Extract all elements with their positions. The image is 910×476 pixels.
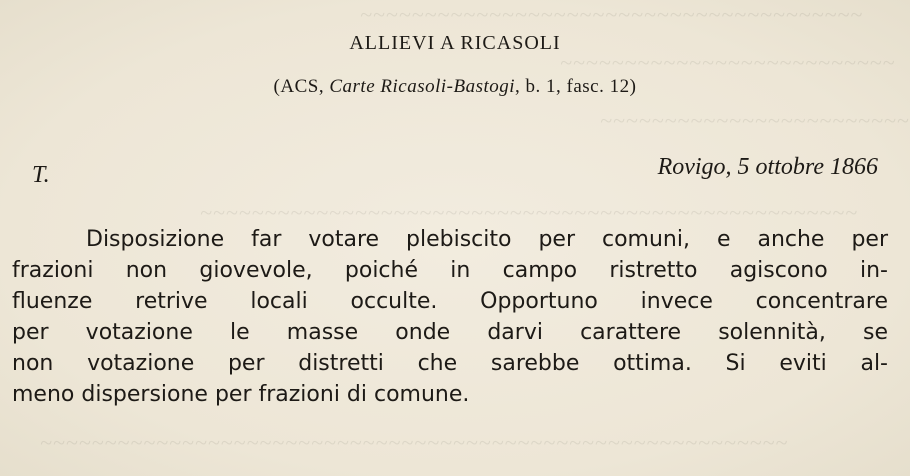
body-line: per votazione le masse onde darvi carattere solennità, se: [12, 320, 888, 345]
bleed-through-texture: ~~~~~~~~~~~~~~~~~~~~~~~~~~~~~~~~~~~~~~~~~~~~~~~~~~~~~~~~~~: [40, 430, 789, 455]
document-heading: ALLIEVI A RICASOLI: [349, 32, 561, 54]
bleed-through-texture: ~~~~~~~~~~~~~~~~~~~~~~~~: [600, 108, 910, 133]
body-line: Disposizione far votare plebiscito per comuni, e anche per: [86, 227, 888, 252]
telegram-body: [12, 224, 888, 410]
body-line: fluenze retrive locali occulte. Opportuno invece concentrare: [12, 289, 888, 314]
bleed-through-texture: ~~~~~~~~~~~~~~~~~~~~~~~~~~: [560, 50, 896, 75]
recipient-initial: T.: [32, 162, 50, 188]
source-collection: Carte Ricasoli-Bastogi: [329, 76, 516, 97]
archival-source: [0, 76, 910, 98]
body-line: meno dispersione per frazioni di comune.: [12, 382, 470, 407]
bleed-through-texture: ~~~~~~~~~~~~~~~~~~~~~~~~~~~~~~~~~~~~~~~~~~~~~~~~~~~: [200, 200, 859, 225]
place-and-date: Rovigo, 5 ottobre 1866: [657, 154, 878, 180]
source-prefix: (ACS,: [273, 76, 330, 97]
bleed-through-texture: ~~~~~~~~~~~~~~~~~~~~~~~~~~~~~~~~~~~~~~~: [360, 2, 864, 27]
source-suffix: , b. 1, fasc. 12): [515, 76, 637, 97]
body-line: frazioni non giovevole, poiché in campo ristretto agiscono in-: [12, 258, 888, 283]
body-line: non votazione per distretti che sarebbe ottima. Si eviti al-: [12, 351, 888, 376]
